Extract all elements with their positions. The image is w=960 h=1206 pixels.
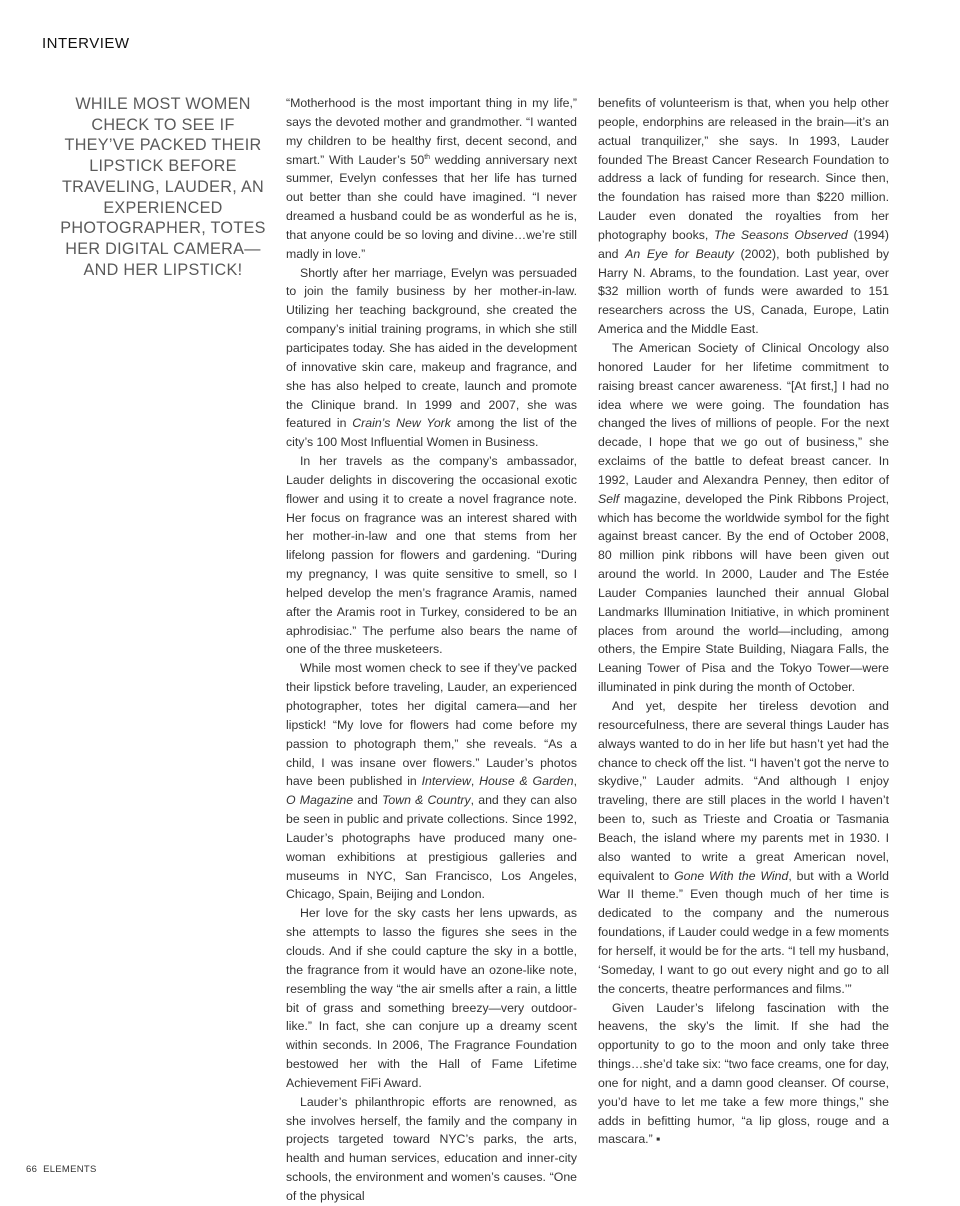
- section-label: INTERVIEW: [42, 35, 130, 52]
- page-footer: [26, 1164, 97, 1175]
- page-number: 66: [26, 1164, 38, 1175]
- paragraph-6: Lauder’s philanthropic efforts are renowned, as she involves herself, the family and the company in projects targeted toward NYC’s parks, the arts, health and human services, education and inner-city schools, the environment and women’s causes. “One of the physical: [286, 1094, 577, 1203]
- publication-name: ELEMENTS: [43, 1164, 97, 1175]
- paragraph-1: “Motherhood is the most important thing in my life,” says the devoted mother and grandmother. “I wanted my children to be healthy first, decent second, and smart.” With Lauder’s 50th wedding anniversary next summer, Evelyn confesses that her life has turned out better than she could have imagined. “I never dreamed a husband could be as wonderful as he is, that anyone could be so loving and divine…we’re still madly in love.”: [286, 96, 577, 261]
- paragraph-8: And yet, despite her tireless devotion and resourcefulness, there are several things Lauder has always wanted to do in her life but hasn’t yet had the chance to check off the list. “I haven’t got the nerve to skydive,” Lauder admits. “And although I enjoy traveling, there are still places in the world I haven’t been to, such as Trieste and Croatia or Tasmania Beach, the island where my parents met in 1930. I also wanted to write a great American novel, equivalent to Gone With the Wind, but with a World War II theme.” Even though much of her time is dedicated to the company and the numerous foundations, if Lauder could wedge in a few moments for herself, it would be for the arts. “I tell my husband, ‘Someday, I want to go out every night and go to all the concerts, theatre performances and films.’”: [598, 699, 889, 996]
- article-column-1: [286, 94, 577, 1206]
- article-column-2: [598, 94, 889, 1149]
- paragraph-3: In her travels as the company’s ambassador, Lauder delights in discovering the occasional exotic flower and using it to create a novel fragrance note. Her focus on fragrance was an interest shared with her mother-in-law and one that stems from her lifelong passion for flowers and gardening. “During my pregnancy, I was quite sensitive to smell, so I helped develop the men’s fragrance Aramis, named after the Aramis root in Turkey, considered to be an aphrodisiac.” The perfume also bears the name of one of the three musketeers.: [286, 454, 577, 657]
- paragraph-7: The American Society of Clinical Oncology also honored Lauder for her lifetime commitment to raising breast cancer awareness. “[At first,] I had no idea where we were going. The foundation has changed the lives of millions of people. For the next decade, I hope that we go out of business,” she exclaims of the battle to defeat breast cancer. In 1992, Lauder and Alexandra Penney, then editor of Self magazine, developed the Pink Ribbons Project, which has become the worldwide symbol for the fight against breast cancer. By the end of October 2008, 80 million pink ribbons will have been given out around the world. In 2000, Lauder and The Estée Lauder Companies launched their annual Global Landmarks Illumination Initiative, in which prominent places from around the world—including, among others, the Empire State Building, Niagara Falls, the Leaning Tower of Pisa and the Tokyo Tower—were illuminated in pink during the month of October.: [598, 340, 889, 695]
- paragraph-2: Shortly after her marriage, Evelyn was persuaded to join the family business by her mother-in-law. Utilizing her teaching background, she created the company’s initial training programs, in which she still participates today. She has aided in the development of innovative skin care, makeup and fragrance, and she has also helped to create, launch and promote the Clinique brand. In 1999 and 2007, she was featured in Crain’s New York among the list of the city’s 100 Most Influential Women in Business.: [286, 265, 577, 450]
- paragraph-5: Her love for the sky casts her lens upwards, as she attempts to lasso the figures she sees in the clouds. And if she could capture the sky in a bottle, the fragrance from it would have an ozone-like note, resembling the way “the air smells after a rain, a little bit of grass and something breezy—very outdoor-like.” In fact, she can conjure up a dreamy scent within seconds. In 2006, The Fragrance Foundation bestowed her with the Hall of Fame Lifetime Achievement FiFi Award.: [286, 906, 577, 1090]
- paragraph-6-continued: benefits of volunteerism is that, when you help other people, endorphins are released in the brain—it’s an actual tranquilizer,” she says. In 1993, Lauder founded The Breast Cancer Research Foundation to address a lack of funding for research. Since then, the foundation has raised more than $220 million. Lauder even donated the royalties from her photography books, The Seasons Observed (1994) and An Eye for Beauty (2002), both published by Harry N. Abrams, to the foundation. Last year, over $32 million worth of funds were awarded to 151 researchers across the US, Canada, Europe, Latin America and the Middle East.: [598, 96, 889, 337]
- paragraph-9: Given Lauder’s lifelong fascination with the heavens, the sky’s the limit. If she had the opportunity to go to the moon and only take three things…she’d take six: “two face creams, one for day, one for night, and a damn good cleanser. Of course, you’d have to let me take a few more things,” she adds in befitting humor, “a lip gloss, rouge and a mascara.” ▪: [598, 1000, 889, 1147]
- pull-quote: WHILE MOST WOMEN CHECK TO SEE IF THEY’VE PACKED THEIR LIPSTICK BEFORE TRAVELING, LAUDER, AN EXPERIENCED PHOTOGRAPHER, TOTES HER DIGITAL CAMERA—AND HER LIPSTICK!: [60, 95, 266, 279]
- paragraph-4: While most women check to see if they’ve packed their lipstick before traveling, Lauder, an experienced photographer, totes her digital camera—and her lipstick! “My love for flowers had come before my passion to photograph them,” she reveals. “As a child, I was insane over flowers.” Lauder’s photos have been published in Interview, House & Garden, O Magazine and Town & Country, and they can also be seen in public and private collections. Since 1992, Lauder’s photographs have produced many one-woman exhibitions at prestigious galleries and museums in NYC, San Francisco, Los Angeles, Chicago, Spain, Beijing and London.: [286, 661, 577, 902]
